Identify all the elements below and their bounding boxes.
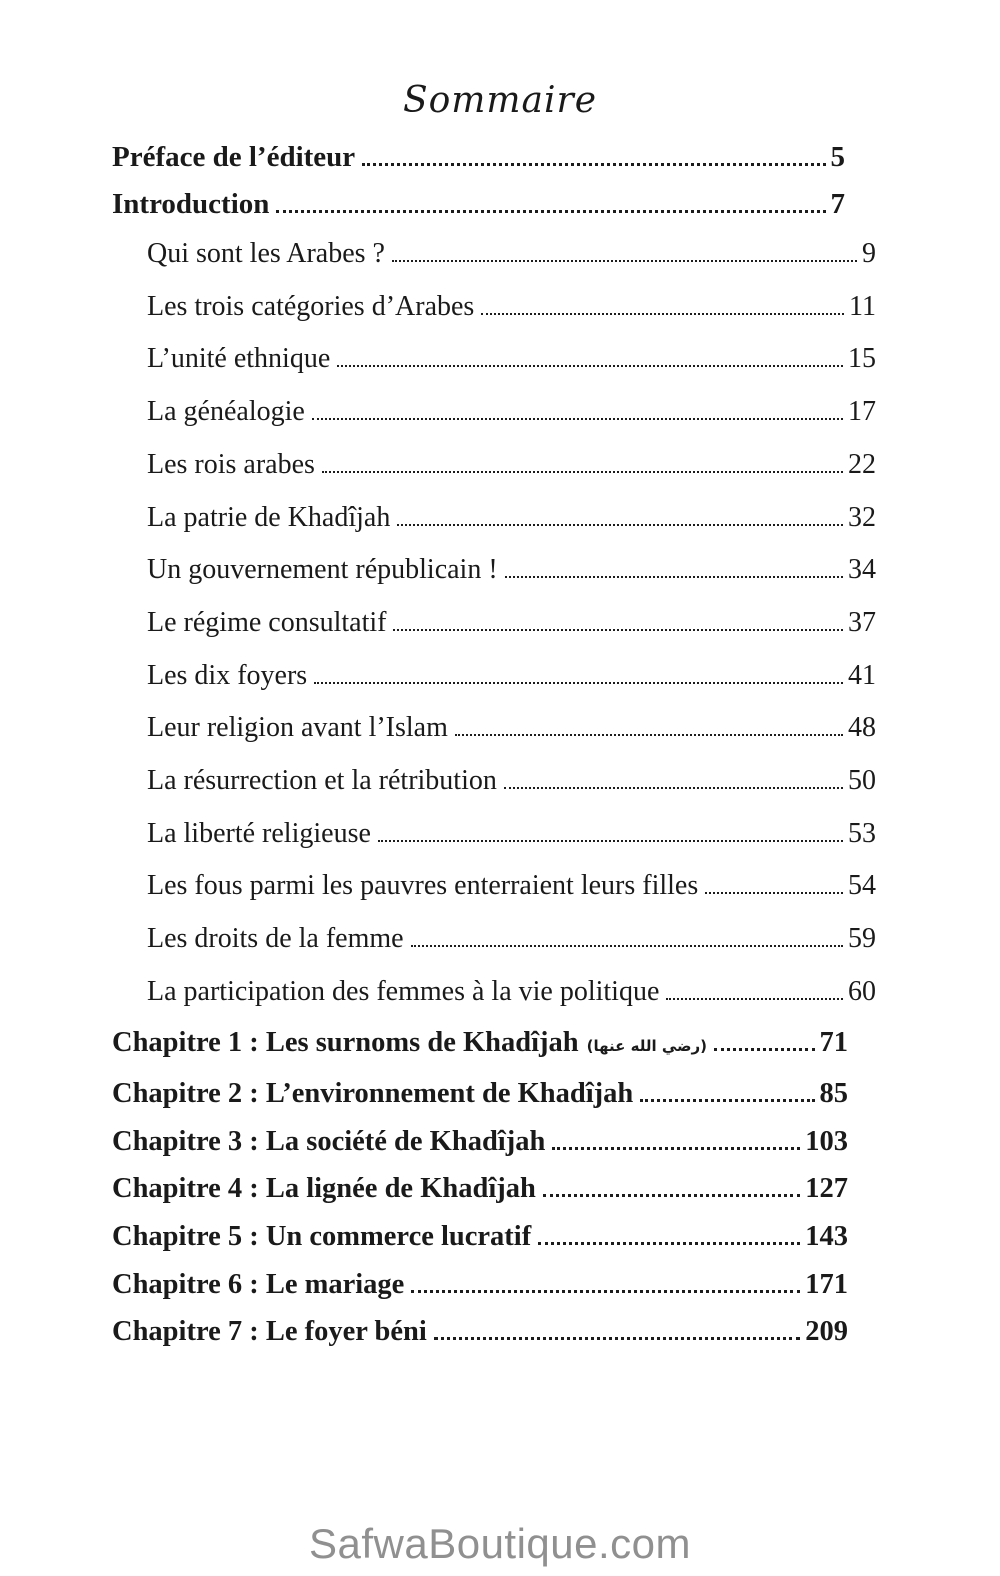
dot-leader	[505, 576, 843, 578]
toc-entry-page: 7	[830, 188, 845, 220]
dot-leader	[481, 313, 844, 315]
toc-entry-page: 60	[848, 975, 876, 1007]
toc-entry-page: 17	[848, 396, 876, 428]
toc-entry-label: Préface de l’éditeur	[112, 141, 356, 173]
toc-entry	[0, 755, 1000, 808]
toc-entry-page: 5	[830, 141, 845, 173]
toc-entry	[0, 134, 1000, 181]
toc-entry-page: 11	[849, 290, 876, 322]
dot-leader	[378, 840, 843, 842]
dot-leader	[714, 1048, 815, 1051]
toc-entry-page: 32	[848, 501, 876, 533]
toc-entry	[0, 1019, 1000, 1071]
dot-leader	[543, 1194, 800, 1197]
toc-entry-page: 71	[819, 1026, 848, 1058]
dot-leader	[455, 734, 843, 736]
dot-leader	[397, 524, 843, 526]
dot-leader	[640, 1099, 814, 1102]
toc-entry-label: Les trois catégories d’Arabes	[147, 290, 475, 322]
toc-entry	[0, 1118, 1000, 1166]
toc-entry-label: Les droits de la femme	[147, 923, 404, 955]
toc-entry	[0, 333, 1000, 386]
dot-leader	[504, 787, 843, 789]
dot-leader	[276, 210, 825, 213]
watermark-text: SafwaBoutique.com	[308, 1520, 692, 1567]
toc-entry	[0, 386, 1000, 439]
toc-entry-page: 9	[862, 238, 876, 269]
dot-leader	[312, 418, 843, 420]
dot-leader	[434, 1337, 800, 1340]
dot-leader	[411, 1290, 800, 1293]
dot-leader	[666, 998, 843, 1000]
dot-leader	[314, 682, 843, 684]
toc-entry	[0, 860, 1000, 913]
toc-entry-page: 15	[848, 343, 876, 375]
toc-entry	[0, 544, 1000, 597]
dot-leader	[392, 260, 857, 262]
toc-entry-label: Introduction	[112, 188, 270, 220]
toc-entry	[0, 966, 1000, 1019]
toc-entry-label: Chapitre 3 : La société de Khadîjah	[112, 1125, 546, 1157]
toc-entry-page: 59	[848, 923, 876, 955]
table-of-contents	[0, 134, 1000, 1356]
toc-entry-label: La liberté religieuse	[147, 817, 371, 849]
toc-entry-page: 22	[848, 448, 876, 480]
toc-entry-page: 103	[805, 1125, 848, 1157]
toc-entry	[0, 492, 1000, 545]
toc-entry-label: La résurrection et la rétribution	[147, 765, 497, 797]
toc-entry-label: Chapitre 7 : Le foyer béni	[112, 1316, 427, 1348]
toc-entry	[0, 181, 1000, 228]
toc-entry	[0, 439, 1000, 492]
dot-leader	[322, 471, 843, 473]
toc-entry-page: 127	[805, 1173, 848, 1205]
toc-entry	[0, 1261, 1000, 1309]
toc-entry	[0, 1165, 1000, 1213]
toc-entry-label: La patrie de Khadîjah	[147, 501, 391, 533]
toc-entry-label: Chapitre 1 : Les surnoms de Khadîjah	[112, 1026, 579, 1058]
toc-entry-page: 53	[848, 817, 876, 849]
toc-entry-label: La généalogie	[147, 396, 305, 428]
toc-entry-label: Les dix foyers	[147, 659, 308, 691]
toc-entry-label: Leur religion avant l’Islam	[147, 712, 448, 744]
toc-entry-label: Les fous parmi les pauvres enterraient leurs filles	[147, 870, 699, 902]
toc-entry	[0, 913, 1000, 966]
toc-entry-honorific: (رضي الله عنها)	[586, 1036, 707, 1055]
dot-leader	[705, 892, 843, 894]
toc-entry-label: Les rois arabes	[147, 448, 315, 480]
toc-entry-page: 143	[805, 1220, 848, 1252]
sommaire-page	[0, 76, 1000, 1576]
toc-entry	[0, 1213, 1000, 1261]
toc-entry	[0, 650, 1000, 703]
toc-entry-label: Chapitre 5 : Un commerce lucratif	[112, 1220, 532, 1252]
toc-entry-label: La participation des femmes à la vie politique	[147, 975, 660, 1007]
dot-leader	[337, 365, 843, 367]
toc-entry-page: 48	[848, 712, 876, 744]
toc-entry-page: 209	[805, 1316, 848, 1348]
toc-entry	[0, 702, 1000, 755]
dot-leader	[411, 945, 843, 947]
toc-entry-label: Chapitre 6 : Le mariage	[112, 1268, 405, 1300]
toc-entry-label: Le régime consultatif	[147, 606, 387, 638]
toc-entry-label: Un gouvernement républicain !	[147, 554, 498, 586]
toc-entry-page: 34	[848, 554, 876, 586]
toc-entry	[0, 597, 1000, 650]
toc-entry-page: 85	[819, 1078, 848, 1110]
toc-entry-page: 50	[848, 765, 876, 797]
toc-entry	[0, 1308, 1000, 1356]
toc-entry-label: L’unité ethnique	[147, 343, 331, 375]
toc-entry-page: 171	[805, 1268, 848, 1300]
dot-leader	[362, 163, 825, 166]
toc-entry	[0, 808, 1000, 861]
toc-entry-page: 37	[848, 606, 876, 638]
page-title: Sommaire	[402, 80, 598, 121]
toc-entry-page: 41	[848, 659, 876, 691]
toc-entry-label: Chapitre 4 : La lignée de Khadîjah	[112, 1173, 536, 1205]
dot-leader	[552, 1147, 800, 1150]
dot-leader	[538, 1242, 800, 1245]
toc-entry-label: Chapitre 2 : L’environnement de Khadîjah	[112, 1078, 634, 1110]
toc-entry-page: 54	[848, 870, 876, 902]
toc-entry-label: Qui sont les Arabes ?	[147, 238, 385, 269]
toc-entry	[0, 228, 1000, 281]
toc-entry	[0, 1070, 1000, 1118]
dot-leader	[393, 629, 843, 631]
toc-entry	[0, 281, 1000, 334]
